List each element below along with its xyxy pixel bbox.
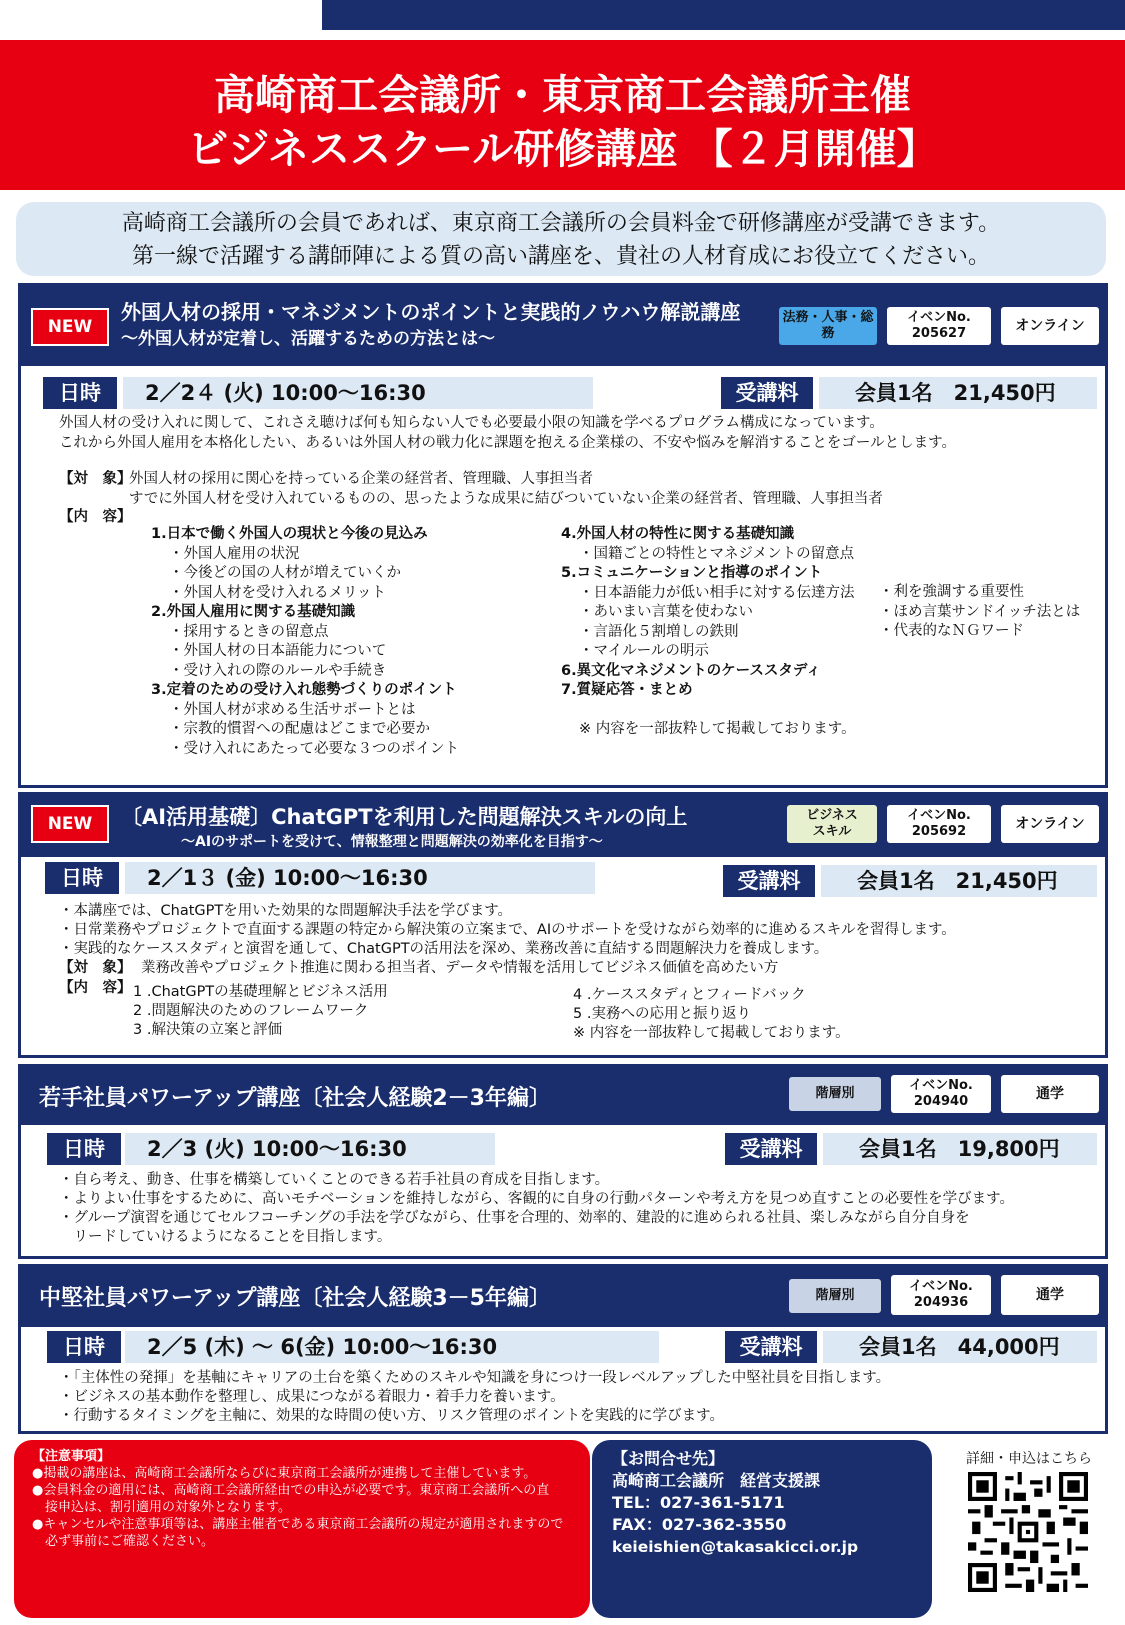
course-section-2: [18, 792, 1108, 1058]
course-3-date: 2／3 (火) 10:00～16:30: [125, 1133, 495, 1165]
course-3-fee: 会員1名 19,800円: [823, 1133, 1097, 1165]
contact-title: 【お問合せ先】: [612, 1449, 725, 1468]
content-item: ・マイルールの明示: [579, 643, 709, 659]
category-tag: 法務・人事・総務: [779, 307, 877, 345]
event-no-tag: [891, 1075, 991, 1113]
header-title-line1: 高崎商工会議所・東京商工会議所主催: [214, 71, 911, 119]
category-tag: 階層別: [789, 1279, 881, 1313]
notice-line-4: ●キャンセルや注意事項等は、講座主催者である東京商工会議所の規定が適用されますので: [32, 1517, 564, 1532]
notice-line-2: ●会員料金の適用には、高崎商工会議所経由での申込が必要です。東京商工会議所への直: [32, 1483, 550, 1498]
date-label: 日時: [43, 377, 117, 409]
course-1-target-2: すでに外国人材を受け入れているものの、思ったような成果に結びついていない企業の経営者、管理職、人事担当者: [129, 491, 883, 507]
target-label: 【対 象】: [59, 960, 132, 976]
category-tag: 階層別: [789, 1077, 881, 1111]
intro-line1: 高崎商工会議所の会員であれば、東京商工会議所の会員料金で研修講座が受講できます。: [121, 211, 1001, 236]
course-3-desc-2: ・よりよい仕事をするために、高いモチベーションを維持しながら、客観的に自身の行動パターンや考え方を見つめ直すことの必要性を学びます。: [59, 1191, 1014, 1207]
content-item: 1.日本で働く外国人の現状と今後の見込み: [151, 526, 428, 542]
new-badge: NEW: [31, 308, 109, 346]
content-item: ※ 内容を一部抜粋して掲載しております。: [579, 721, 856, 737]
category-tag: ビジネススキル: [787, 805, 877, 843]
content-item: 3.定着のための受け入れ態勢づくりのポイント: [151, 682, 457, 698]
course-section-4: [18, 1264, 1108, 1434]
content-item: ・受け入れの際のルールや手続き: [169, 662, 387, 679]
notice-title: 【注意事項】: [32, 1449, 111, 1464]
content-item: ・外国人材を受け入れるメリット: [169, 584, 386, 601]
course-1-subtitle: ～外国人材が定着し、活躍するための方法とは～: [121, 329, 495, 349]
content-item: ・今後どの国の人材が増えていくか: [169, 565, 401, 581]
course-2-content-3: 3 .解決策の立案と評価: [133, 1022, 282, 1038]
content-item: ・宗教的慣習への配慮はどこまで必要か: [169, 721, 430, 737]
course-2-subtitle: ～AIのサポートを受けて、情報整理と問題解決の効率化を目指す～: [181, 834, 603, 850]
course-2-content-1: 1 .ChatGPTの基礎理解とビジネス活用: [133, 984, 388, 1000]
format-tag: 通学: [1001, 1075, 1099, 1113]
course-2-desc-1: ・本講座では、ChatGPTを用いた効果的な問題解決手法を学びます。: [59, 903, 513, 919]
new-badge: NEW: [31, 805, 109, 843]
date-label: 日時: [47, 1331, 121, 1363]
qr-label: 詳細・申込はこちら: [966, 1451, 1092, 1467]
course-2-note: ※ 内容を一部抜粋して掲載しております。: [573, 1025, 850, 1041]
content-item: ・外国人雇用の状況: [169, 545, 300, 562]
course-2-header: [21, 795, 1105, 857]
content-item: ・採用するときの留意点: [169, 623, 329, 640]
content-item: ・国籍ごとの特性とマネジメントの留意点: [579, 545, 855, 562]
course-section-3: [18, 1064, 1108, 1259]
intro-box: [16, 202, 1106, 276]
content-item: ・ほめ言葉サンドイッチ法とは: [879, 603, 1081, 620]
event-no-value: 205692: [911, 824, 967, 839]
course-1-desc-2: これから外国人雇用を本格化したい、あるいは外国人材の戦力化に課題を抱える企業様の、不安や悩みを解消することをゴールとします。: [59, 435, 956, 451]
course-4-desc-2: ・ビジネスの基本動作を整理し、成果につながる着眼力・着手力を養います。: [59, 1389, 565, 1405]
format-tag: オンライン: [1001, 805, 1099, 843]
content-item: 4.外国人材の特性に関する基礎知識: [561, 526, 795, 542]
course-section-1: [18, 283, 1108, 788]
content-item: ・日本語能力が低い相手に対する伝達方法: [579, 584, 855, 601]
course-3-header: [21, 1067, 1105, 1125]
event-no-value: 204936: [913, 1295, 969, 1310]
fee-label: 受講料: [723, 865, 815, 897]
contact-fax: FAX：027-362-3550: [612, 1515, 787, 1534]
content-item: ・あいまい言葉を使わない: [579, 604, 753, 620]
notice-line-5: 必ず事前にご確認ください。: [32, 1534, 215, 1549]
fee-label: 受講料: [725, 1133, 817, 1165]
course-4-header: [21, 1267, 1105, 1327]
content-item: 2.外国人雇用に関する基礎知識: [151, 604, 356, 620]
notice-box: [14, 1440, 590, 1618]
course-1-header: [21, 286, 1105, 366]
event-no-value: 204940: [913, 1094, 969, 1109]
format-tag: オンライン: [1001, 307, 1099, 345]
course-4-date: 2／5 (木) ～ 6(金) 10:00～16:30: [125, 1331, 659, 1363]
course-3-title: 若手社員パワーアップ講座〔社会人経験2－3年編〕: [39, 1086, 551, 1111]
header-title-line2: ビジネススクール研修講座 【２月開催】: [187, 125, 938, 173]
content-label: 【内 容】: [59, 980, 132, 996]
course-3-desc-3: ・グループ演習を通じてセルフコーチングの手法を学びながら、仕事を合理的、効率的、建設的に進められる社員、楽しみながら自分自身を: [59, 1210, 970, 1226]
course-2-target: 業務改善やプロジェクト推進に関わる担当者、データや情報を活用してビジネス価値を高めたい方: [141, 960, 779, 976]
content-item: 7.質疑応答・まとめ: [561, 682, 693, 698]
course-1-fee: 会員1名 21,450円: [819, 377, 1097, 409]
contact-email[interactable]: keieishien@takasakicci.or.jp: [612, 1538, 859, 1556]
notice-line-3: 接申込は、割引適用の対象外となります。: [32, 1500, 291, 1515]
content-item: ・外国人材が求める生活サポートとは: [169, 701, 416, 718]
course-2-content-5: 5 .実務への応用と振り返り: [573, 1006, 751, 1022]
event-no-tag: [891, 1275, 991, 1315]
top-bar-left: [0, 0, 322, 30]
course-2-title: 〔AI活用基礎〕ChatGPTを利用した問題解決スキルの向上: [121, 805, 688, 829]
course-3-desc-4: リードしていけるようになることを目指します。: [59, 1229, 392, 1245]
fee-label: 受講料: [721, 377, 813, 409]
course-1-title: 外国人材の採用・マネジメントのポイントと実践的ノウハウ解説講座: [121, 300, 741, 324]
contact-org: 高崎商工会議所 経営支援課: [612, 1471, 821, 1490]
course-2-desc-2: ・日常業務やプロジェクトで直面する課題の特定から解決策の立案まで、AIのサポートを受けながら効率的に進めるスキルを習得します。: [59, 922, 956, 938]
course-3-desc-1: ・自ら考え、動き、仕事を構築していくことのできる若手社員の育成を目指します。: [59, 1172, 610, 1188]
event-no-tag: [887, 307, 991, 345]
course-2-fee: 会員1名 21,450円: [821, 865, 1097, 897]
date-label: 日時: [45, 862, 119, 894]
content-item: 6.異文化マネジメントのケーススタディ: [561, 662, 821, 679]
course-2-desc-3: ・実践的なケーススタディと演習を通して、ChatGPTの活用法を深め、業務改善に直結する問題解決力を養成します。: [59, 941, 829, 957]
contact-box: [592, 1440, 932, 1618]
content-label: 【内 容】: [59, 509, 132, 525]
event-no-label: イベンNo.: [907, 310, 971, 325]
target-label: 【対 象】: [59, 471, 132, 487]
event-no-label: イベンNo.: [909, 1078, 973, 1093]
course-2-content-2: 2 .問題解決のためのフレームワーク: [133, 1003, 369, 1019]
course-4-fee: 会員1名 44,000円: [823, 1331, 1097, 1363]
content-item: 5.コミュニケーションと指導のポイント: [561, 565, 823, 581]
course-1-target-1: 外国人材の採用に関心を持っている企業の経営者、管理職、人事担当者: [129, 471, 593, 487]
content-item: ・言語化５割増しの鉄則: [579, 623, 739, 640]
course-2-date: 2／1３ (金) 10:00～16:30: [125, 862, 595, 894]
top-bar-navy: [322, 0, 1125, 30]
format-tag: 通学: [1001, 1275, 1099, 1315]
course-4-desc-3: ・行動するタイミングを主軸に、効果的な時間の使い方、リスク管理のポイントを実践的に学びます。: [59, 1408, 724, 1424]
fee-label: 受講料: [725, 1331, 817, 1363]
notice-line-1: ●掲載の講座は、高崎商工会議所ならびに東京商工会議所が連携して主催しています。: [32, 1466, 537, 1481]
event-no-label: イベンNo.: [907, 808, 971, 823]
course-4-title: 中堅社員パワーアップ講座〔社会人経験3－5年編〕: [39, 1286, 551, 1311]
content-item: ・代表的なＮＧワード: [879, 623, 1024, 639]
course-2-content-4: 4 .ケーススタディとフィードバック: [573, 987, 806, 1003]
event-no-value: 205627: [911, 326, 967, 341]
event-no-tag: [887, 805, 991, 843]
course-1-desc-1: 外国人材の受け入れに関して、これさえ聴けば何も知らない人でも必要最小限の知識を学べるプログラム構成になっています。: [59, 415, 884, 431]
content-item: ・受け入れにあたって必要な３つのポイント: [169, 740, 459, 757]
header-banner: [0, 40, 1125, 190]
course-4-desc-1: ・「主体性の発揮」を基軸にキャリアの土台を築くためのスキルや知識を身につけ一段レベルアップした中堅社員を目指します。: [59, 1370, 891, 1386]
course-1-date: 2／2４ (火) 10:00～16:30: [123, 377, 593, 409]
content-item: ・利を強調する重要性: [879, 584, 1024, 600]
date-label: 日時: [47, 1133, 121, 1165]
contact-tel[interactable]: TEL：027-361-5171: [612, 1493, 785, 1512]
intro-line2: 第一線で活躍する講師陣による質の高い講座を、貴社の人材育成にお役立てください。: [131, 244, 990, 269]
qr-code-icon[interactable]: [968, 1472, 1088, 1592]
content-item: ・外国人材の日本語能力について: [169, 643, 387, 659]
event-no-label: イベンNo.: [909, 1279, 973, 1294]
